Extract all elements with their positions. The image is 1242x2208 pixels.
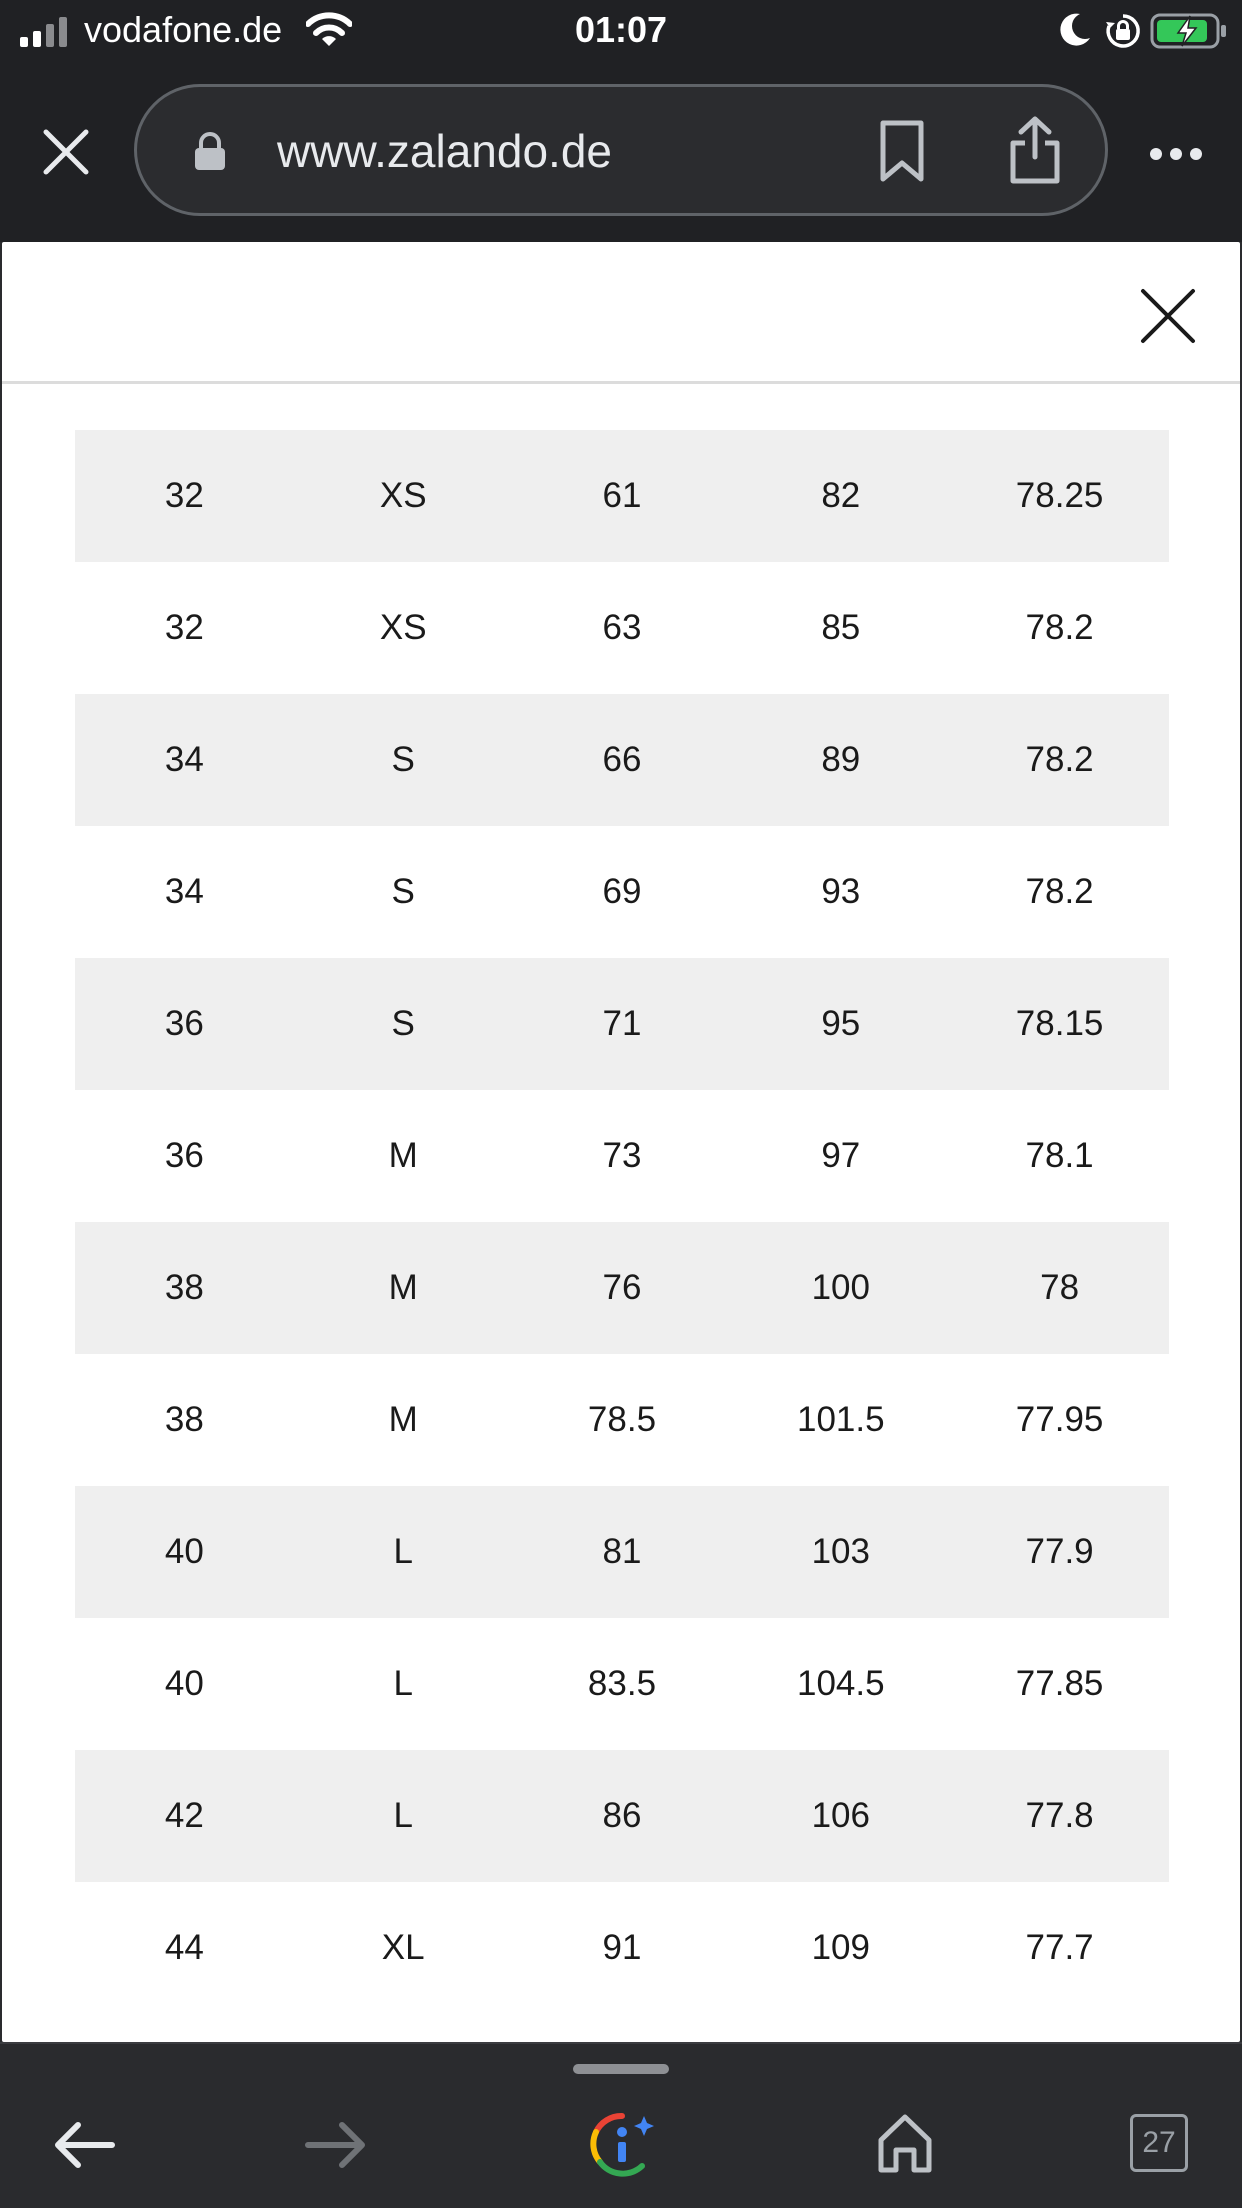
table-cell: 73 xyxy=(602,1136,642,1175)
table-cell: M xyxy=(388,1136,418,1175)
table-cell: 40 xyxy=(164,1664,204,1703)
table-row xyxy=(75,1354,1169,1486)
table-cell: 77.95 xyxy=(1015,1400,1104,1439)
back-arrow-icon[interactable] xyxy=(52,2120,116,2170)
table-cell: 69 xyxy=(602,872,642,911)
table-cell: 91 xyxy=(602,1928,642,1967)
table-cell: M xyxy=(294,1222,513,1354)
close-icon[interactable] xyxy=(40,126,92,178)
table-row xyxy=(75,562,1169,694)
table-cell: S xyxy=(294,694,513,826)
status-bar xyxy=(0,0,1242,62)
table-cell: L xyxy=(393,1664,413,1703)
table-cell: 104.5 xyxy=(796,1664,885,1703)
table-cell: L xyxy=(294,1750,513,1882)
table-cell: 78.5 xyxy=(587,1400,657,1439)
table-cell: 71 xyxy=(513,958,732,1090)
table-cell: 100 xyxy=(731,1222,950,1354)
table-cell: XS xyxy=(294,430,513,562)
table-cell: 85 xyxy=(821,608,861,647)
size-table xyxy=(75,430,1169,2014)
table-cell: 36 xyxy=(75,958,294,1090)
share-icon[interactable] xyxy=(1007,115,1063,185)
more-icon[interactable] xyxy=(1148,146,1204,162)
table-cell: 78 xyxy=(950,1222,1169,1354)
table-row xyxy=(75,1618,1169,1750)
forward-arrow-icon[interactable] xyxy=(304,2120,368,2170)
table-cell: 78.25 xyxy=(950,430,1169,562)
table-cell: 86 xyxy=(513,1750,732,1882)
table-cell: 82 xyxy=(731,430,950,562)
url-text[interactable]: www.zalando.de xyxy=(277,125,612,177)
bookmark-icon[interactable] xyxy=(877,119,927,183)
bottom-toolbar xyxy=(0,2042,1242,2208)
table-cell: 32 xyxy=(164,608,204,647)
table-cell: 36 xyxy=(164,1136,204,1175)
table-cell: 77.85 xyxy=(1015,1664,1104,1703)
tab-count: 27 xyxy=(1142,2126,1176,2159)
table-cell: S xyxy=(391,872,415,911)
table-cell: 34 xyxy=(75,694,294,826)
sheet-handle[interactable] xyxy=(573,2064,669,2074)
table-cell: 77.7 xyxy=(1025,1928,1094,1967)
table-cell: 103 xyxy=(731,1486,950,1618)
table-cell: 66 xyxy=(513,694,732,826)
status-time: 01:07 xyxy=(574,9,668,50)
table-row xyxy=(75,958,1169,1090)
wifi-icon xyxy=(306,12,352,48)
size-chart-modal xyxy=(2,242,1240,2042)
table-cell: 78.1 xyxy=(1025,1136,1094,1175)
table-row xyxy=(75,1486,1169,1618)
table-cell: L xyxy=(294,1486,513,1618)
table-row xyxy=(75,826,1169,958)
table-row xyxy=(75,1750,1169,1882)
table-cell: 78.2 xyxy=(1025,872,1094,911)
table-cell: 106 xyxy=(731,1750,950,1882)
battery-charging-icon xyxy=(1150,12,1228,50)
address-bar[interactable] xyxy=(134,84,1108,216)
table-row xyxy=(75,1090,1169,1222)
table-cell: 101.5 xyxy=(796,1400,885,1439)
carrier-name: vodafone.de xyxy=(84,9,283,50)
table-row xyxy=(75,694,1169,826)
table-cell: 61 xyxy=(513,430,732,562)
table-cell: XL xyxy=(381,1928,425,1967)
table-cell: 77.8 xyxy=(950,1750,1169,1882)
table-cell: 78.2 xyxy=(1025,608,1094,647)
table-cell: 44 xyxy=(164,1928,204,1967)
signal-icon xyxy=(20,17,72,47)
table-row xyxy=(75,1882,1169,2014)
table-cell: 32 xyxy=(75,430,294,562)
table-cell: 109 xyxy=(811,1928,870,1967)
table-cell: S xyxy=(294,958,513,1090)
lock-icon xyxy=(193,131,227,171)
moon-icon xyxy=(1058,12,1092,48)
table-cell: 78.2 xyxy=(950,694,1169,826)
table-row xyxy=(75,1222,1169,1354)
table-cell: 34 xyxy=(164,872,204,911)
google-lens-icon[interactable] xyxy=(586,2108,658,2180)
table-cell: 38 xyxy=(75,1222,294,1354)
table-cell: 63 xyxy=(602,608,642,647)
modal-header xyxy=(2,242,1240,384)
table-cell: 78.15 xyxy=(950,958,1169,1090)
table-cell: 89 xyxy=(731,694,950,826)
close-icon[interactable] xyxy=(1140,288,1196,344)
table-cell: 42 xyxy=(75,1750,294,1882)
rotation-lock-icon xyxy=(1104,12,1142,50)
browser-top-bar xyxy=(0,62,1242,242)
table-cell: 95 xyxy=(731,958,950,1090)
table-cell: 40 xyxy=(75,1486,294,1618)
table-cell: XS xyxy=(379,608,427,647)
table-cell: 83.5 xyxy=(587,1664,657,1703)
table-cell: 77.9 xyxy=(950,1486,1169,1618)
table-cell: 81 xyxy=(513,1486,732,1618)
table-row xyxy=(75,430,1169,562)
table-cell: 93 xyxy=(821,872,861,911)
tabs-icon[interactable] xyxy=(1130,2114,1188,2172)
table-cell: 97 xyxy=(821,1136,861,1175)
table-cell: 76 xyxy=(513,1222,732,1354)
table-cell: 38 xyxy=(164,1400,204,1439)
home-icon[interactable] xyxy=(876,2112,934,2174)
table-cell: M xyxy=(388,1400,418,1439)
